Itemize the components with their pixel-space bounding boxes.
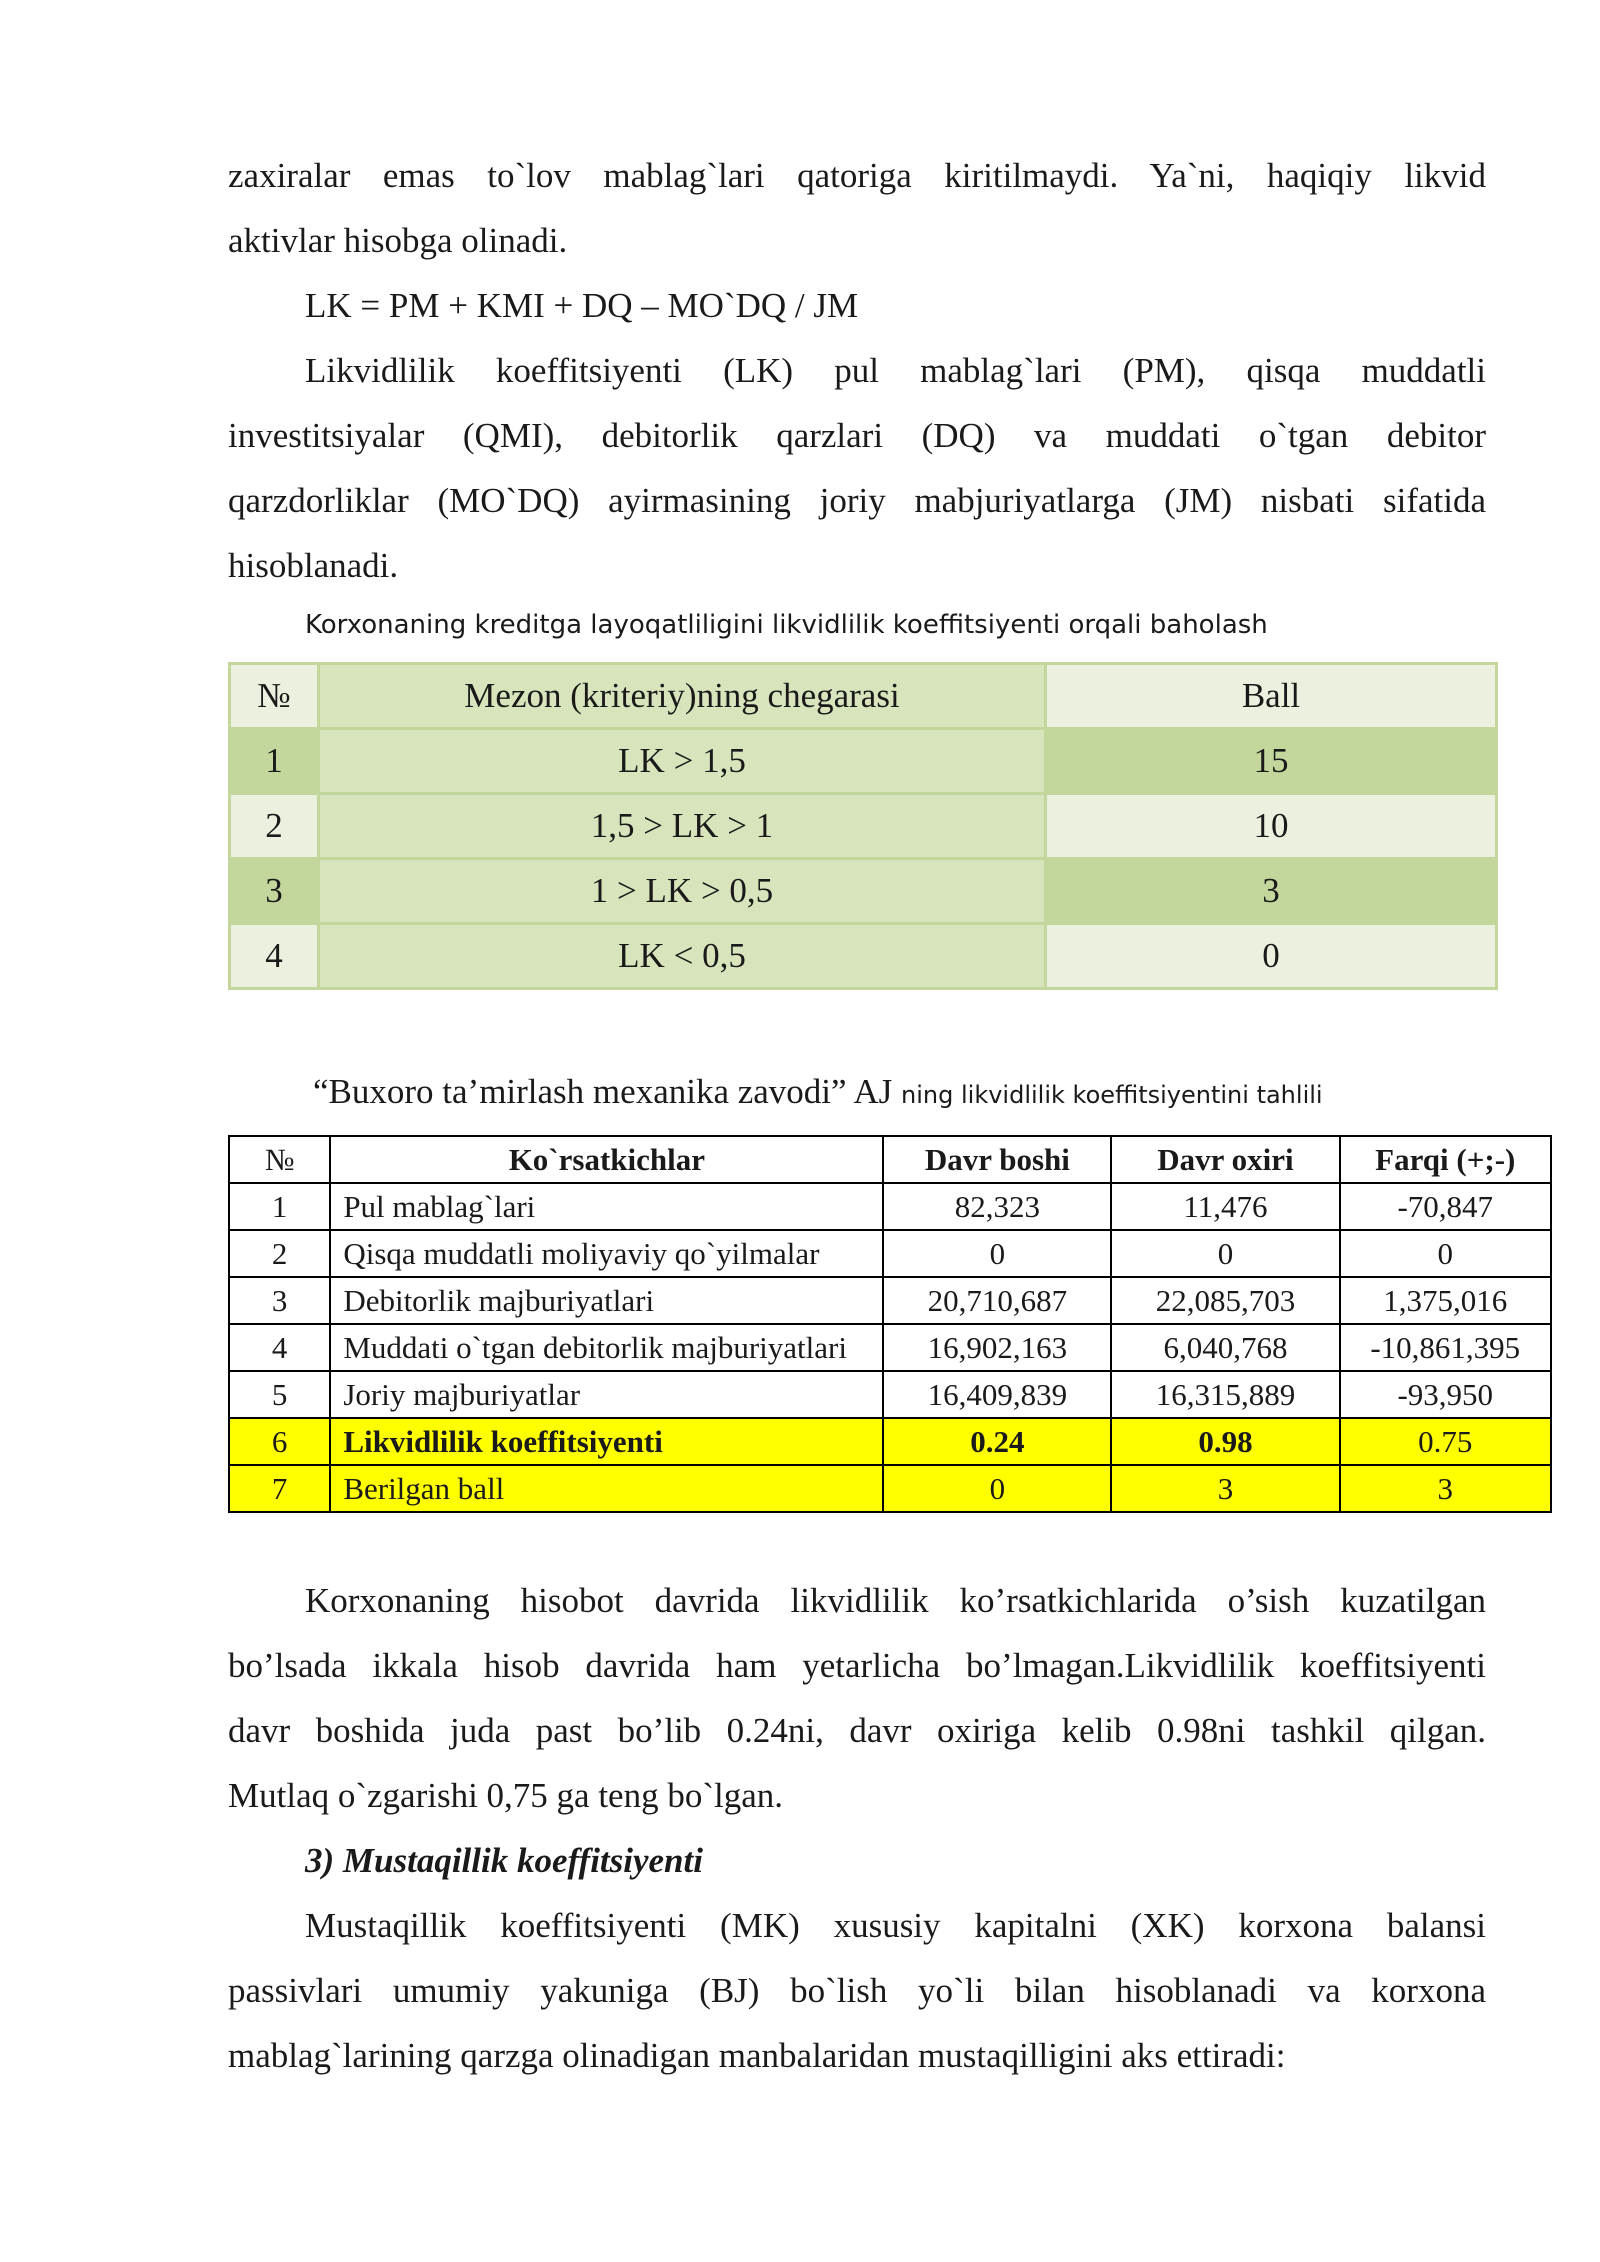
criteria-row bbox=[230, 859, 1497, 924]
table-cell: 5 bbox=[229, 1371, 330, 1418]
definition-line-2: investitsiyalar (QMI), debitorlik qarzlari (DQ) va muddati o`tgan debitor bbox=[228, 416, 1486, 455]
table-cell: 0 bbox=[883, 1230, 1111, 1277]
formula: LK = PM + KMI + DQ – MO`DQ / JM bbox=[305, 286, 859, 325]
criteria-header-cell: Mezon (kriteriy)ning chegarasi bbox=[319, 664, 1046, 729]
criteria-cell: 4 bbox=[230, 924, 319, 989]
table-cell: 1 bbox=[229, 1183, 330, 1230]
table-cell: Pul mablag`lari bbox=[330, 1183, 883, 1230]
mk-line-1: Mustaqillik koeffitsiyenti (MK) xususiy kapitalni (XK) korxona balansi bbox=[305, 1906, 1486, 1945]
table-cell: Likvidlilik koeffitsiyenti bbox=[330, 1418, 883, 1465]
criteria-cell: LK > 1,5 bbox=[319, 729, 1046, 794]
table-cell: 22,085,703 bbox=[1111, 1277, 1339, 1324]
table-cell: 0.98 bbox=[1111, 1418, 1339, 1465]
criteria-cell: 1,5 > LK > 1 bbox=[319, 794, 1046, 859]
table-cell: 6,040,768 bbox=[1111, 1324, 1339, 1371]
criteria-table bbox=[228, 662, 1498, 990]
mk-line-2: passivlari umumiy yakuniga (BJ) bo`lish yo`li bilan hisoblanadi va korxona bbox=[228, 1971, 1486, 2010]
table-row bbox=[229, 1183, 1551, 1230]
data-table-caption bbox=[313, 1068, 1323, 1119]
table-cell: 20,710,687 bbox=[883, 1277, 1111, 1324]
liquidity-table bbox=[228, 1135, 1552, 1513]
criteria-row bbox=[230, 794, 1497, 859]
data-table-caption-small: ning likvidlilik koeffitsiyentini tahlili bbox=[901, 1081, 1323, 1109]
criteria-row bbox=[230, 729, 1497, 794]
table-row bbox=[229, 1324, 1551, 1371]
table-cell: 0 bbox=[1111, 1230, 1339, 1277]
table-row bbox=[229, 1230, 1551, 1277]
data-header-cell: Ko`rsatkichlar bbox=[330, 1136, 883, 1183]
criteria-row bbox=[230, 924, 1497, 989]
table-cell: 3 bbox=[1340, 1465, 1552, 1512]
criteria-table-caption: Korxonaning kreditga layoqatliligini likvidlilik koeffitsiyenti orqali baholash bbox=[305, 610, 1268, 640]
conclusion-line-1: Korxonaning hisobot davrida likvidlilik ko’rsatkichlarida o’sish kuzatilgan bbox=[305, 1581, 1486, 1620]
table-cell: 11,476 bbox=[1111, 1183, 1339, 1230]
table-cell: Qisqa muddatli moliyaviy qo`yilmalar bbox=[330, 1230, 883, 1277]
data-header-cell: Farqi (+;-) bbox=[1340, 1136, 1552, 1183]
criteria-cell: 10 bbox=[1046, 794, 1497, 859]
conclusion-line-2: bo’lsada ikkala hisob davrida ham yetarlicha bo’lmagan.Likvidlilik koeffitsiyenti bbox=[228, 1646, 1486, 1685]
criteria-cell: 0 bbox=[1046, 924, 1497, 989]
data-header-row bbox=[229, 1136, 1551, 1183]
criteria-header-row bbox=[230, 664, 1497, 729]
table-cell: 1,375,016 bbox=[1340, 1277, 1552, 1324]
table-cell: 82,323 bbox=[883, 1183, 1111, 1230]
table-cell: -10,861,395 bbox=[1340, 1324, 1552, 1371]
table-cell: 3 bbox=[1111, 1465, 1339, 1512]
data-table-caption-main: “Buxoro ta’mirlash mexanika zavodi” AJ bbox=[313, 1072, 893, 1111]
table-cell: 16,315,889 bbox=[1111, 1371, 1339, 1418]
criteria-cell: 2 bbox=[230, 794, 319, 859]
conclusion-line-3: davr boshida juda past bo’lib 0.24ni, davr oxiriga kelib 0.98ni tashkil qilgan. bbox=[228, 1711, 1486, 1750]
table-cell: Joriy majburiyatlar bbox=[330, 1371, 883, 1418]
table-cell: 3 bbox=[229, 1277, 330, 1324]
table-cell: 16,409,839 bbox=[883, 1371, 1111, 1418]
table-row-highlighted bbox=[229, 1465, 1551, 1512]
data-header-cell: Davr boshi bbox=[883, 1136, 1111, 1183]
table-cell: Berilgan ball bbox=[330, 1465, 883, 1512]
criteria-cell: 3 bbox=[1046, 859, 1497, 924]
conclusion-line-4: Mutlaq o`zgarishi 0,75 ga teng bo`lgan. bbox=[228, 1776, 784, 1815]
table-row bbox=[229, 1277, 1551, 1324]
criteria-header-cell: Ball bbox=[1046, 664, 1497, 729]
criteria-cell: 1 bbox=[230, 729, 319, 794]
criteria-header-cell: № bbox=[230, 664, 319, 729]
criteria-cell: 1 > LK > 0,5 bbox=[319, 859, 1046, 924]
intro-line-1: zaxiralar emas to`lov mablag`lari qatoriga kiritilmaydi. Ya`ni, haqiqiy likvid bbox=[228, 156, 1486, 195]
table-cell: 0.24 bbox=[883, 1418, 1111, 1465]
data-header-cell: № bbox=[229, 1136, 330, 1183]
table-cell: 2 bbox=[229, 1230, 330, 1277]
table-cell: 0 bbox=[883, 1465, 1111, 1512]
intro-line-2: aktivlar hisobga olinadi. bbox=[228, 221, 568, 260]
mk-line-3: mablag`larining qarzga olinadigan manbalaridan mustaqilligini aks ettiradi: bbox=[228, 2036, 1286, 2075]
table-cell: 16,902,163 bbox=[883, 1324, 1111, 1371]
table-cell: 0.75 bbox=[1340, 1418, 1552, 1465]
table-cell: -70,847 bbox=[1340, 1183, 1552, 1230]
table-row-highlighted bbox=[229, 1418, 1551, 1465]
table-cell: Debitorlik majburiyatlari bbox=[330, 1277, 883, 1324]
criteria-cell: 3 bbox=[230, 859, 319, 924]
definition-line-4: hisoblanadi. bbox=[228, 546, 399, 585]
table-row bbox=[229, 1371, 1551, 1418]
table-cell: 0 bbox=[1340, 1230, 1552, 1277]
section-heading: 3) Mustaqillik koeffitsiyenti bbox=[305, 1841, 703, 1880]
table-cell: Muddati o`tgan debitorlik majburiyatlari bbox=[330, 1324, 883, 1371]
data-header-cell: Davr oxiri bbox=[1111, 1136, 1339, 1183]
criteria-cell: LK < 0,5 bbox=[319, 924, 1046, 989]
definition-line-1: Likvidlilik koeffitsiyenti (LK) pul mablag`lari (PM), qisqa muddatli bbox=[305, 351, 1486, 390]
criteria-cell: 15 bbox=[1046, 729, 1497, 794]
table-cell: 7 bbox=[229, 1465, 330, 1512]
definition-line-3: qarzdorliklar (MO`DQ) ayirmasining joriy mabjuriyatlarga (JM) nisbati sifatida bbox=[228, 481, 1486, 520]
table-cell: 6 bbox=[229, 1418, 330, 1465]
table-cell: 4 bbox=[229, 1324, 330, 1371]
table-cell: -93,950 bbox=[1340, 1371, 1552, 1418]
